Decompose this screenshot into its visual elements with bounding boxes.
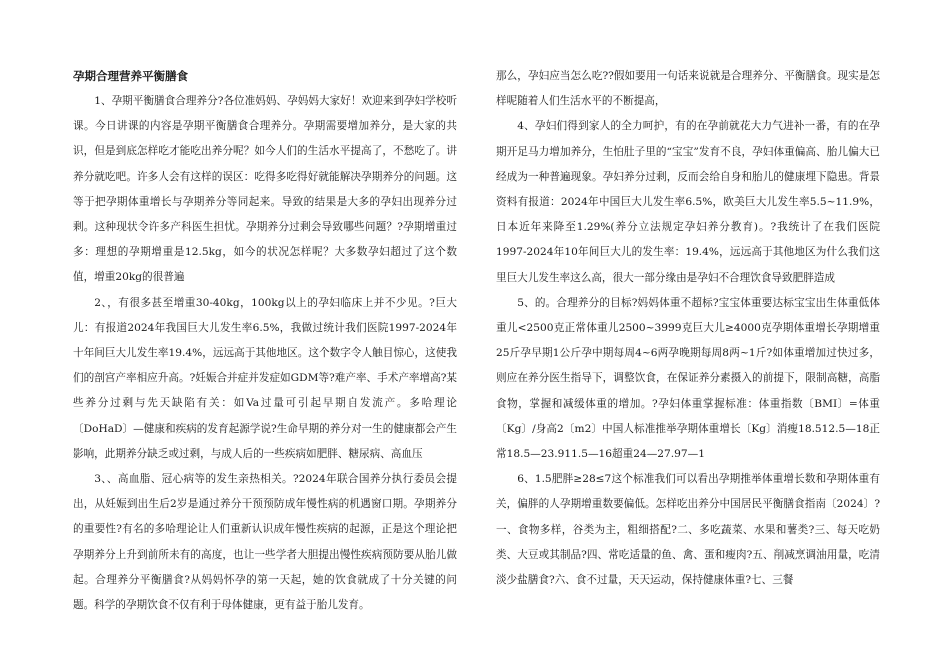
paragraph-5: 5、的。合理养分的目标?妈妈体重不超标?宝宝体重要达标宝宝出生体重低体重儿<2500克正常体重儿2500~3999克巨大儿≥4000克孕期体重增长孕期增重25斤孕早期1公斤孕中期每周4~6两孕晚期每周8两~1斤?如体重增加过快过多，则应在养分医生指导下，调整饮食，在保证养分素摄入的前提下，限制高糖，高脂食物，掌握和减缓体重的增加。?孕妇体重掌握标准：体重指数〔BMI〕=体重〔Kg〕/身高2〔m2〕中国人标准推举孕期体重增长〔Kg〕消瘦18.512.5—18正常18.5—23.911.5—16超重24—27.97—1 <box>496 296 880 461</box>
paragraph-continuation: 那么，孕妇应当怎么吃??假如要用一句话来说就是合理养分、平衡膳食。现实是怎样呢随着人们生活水平的不断提高， <box>496 70 880 108</box>
document-title: 孕期合理营养平衡膳食 <box>73 69 188 83</box>
paragraph-4: 4、孕妇们得到家人的全力呵护，有的在孕前就花大力气进补一番，有的在孕期开足马力增加养分，生怕肚子里的“宝宝”发育不良，孕妇体重偏高、胎儿偏大已经成为一种普遍现象。孕妇养分过剩，反而会给自身和胎儿的健康埋下隐患。背景资料有报道：2024年中国巨大儿发生率6.5%，欧美巨大儿发生率5.5~11.9%，日本近年来降至1.29%(养分立法规定孕妇养分教育)。?我统计了在我们医院1997-2024年10年间巨大儿的发生率：19.4%，远远高于其他地区为什么我们这里巨大儿发生率这么高，很大一部分缘由是孕妇不合理饮食导致肥胖造成 <box>496 120 880 284</box>
paragraph-3: 3、、高血脂、冠心病等的发生亲热相关。?2024年联合国养分执行委员会提出，从妊娠到出生后2岁是通过养分干预预防成年慢性病的机遇窗口期。孕期养分的重要性?有名的多哈理论让人们重新认识成年慢性疾病的起源，正是这个理论把孕期养分上升到前所未有的高度，也让一些学者大胆提出慢性疾病预防要从胎儿做起。合理养分平衡膳食?从妈妈怀孕的第一天起，她的饮食就成了十分关键的问题。科学的孕期饮食不仅有利于母体健康，更有益于胎儿发育。 <box>73 473 457 612</box>
paragraph-6: 6、1.5肥胖≥28≤7这个标准我们可以看出孕期推举体重增长数和孕期体重有关，偏胖的人孕期增重数要偏低。怎样吃出养分中国居民平衡膳食指南〔2024〕?一、食物多样，谷类为主，粗细搭配?二、多吃蔬菜、水果和薯类?三、每天吃奶类、大豆或其制品?四、常吃适量的鱼、禽、蛋和瘦肉?五、削减烹调油用量，吃清淡少盐膳食?六、食不过量，天天运动，保持健康体重?七、三餐 <box>496 473 880 587</box>
paragraph-2: 2、，有很多甚至增重30-40kg，100kg以上的孕妇临床上并不少见。?巨大儿：有报道2024年我国巨大儿发生率6.5%，我做过统计我们医院1997-2024年十年间巨大儿发生率19.4%，远远高于其他地区。这个数字令人触目惊心，这使我们的剖宫产率相应升高。?妊娠合并症并发症如GDM等?难产率、手术产率增高?某些养分过剩与先天缺陷有关：如Va过量可引起早期自发流产。多哈理论〔DoHaD〕—健康和疾病的发育起源学说?生命早期的养分对一生的健康都会产生影响，此期养分缺乏或过剩，与成人后的一些疾病如肥胖、糖尿病、高血压 <box>73 296 457 460</box>
left-column <box>73 64 457 618</box>
right-column <box>496 64 880 593</box>
paragraph-1: 1、孕期平衡膳食合理养分?各位准妈妈、孕妈妈大家好！欢迎来到孕妇学校听课。今日讲课的内容是孕期平衡膳食合理养分。孕期需要增加养分，是大家的共识，但是到底怎样吃才能吃出养分呢？如今人们的生活水平提高了，不愁吃了。讲养分就吃吧。许多人会有这样的误区：吃得多吃得好就能解决孕期养分的问题。这等于把孕期体重增长与孕期养分等同起来。导致的结果是大多的孕妇出现养分过剩。这种现状令许多产科医生担忧。孕期养分过剩会导致哪些问题？?孕期增重过多：理想的孕期增重是12.5kg，如今的状况怎样呢？大多数孕妇超过了这个数值，增重20kg的很普遍 <box>73 95 457 284</box>
